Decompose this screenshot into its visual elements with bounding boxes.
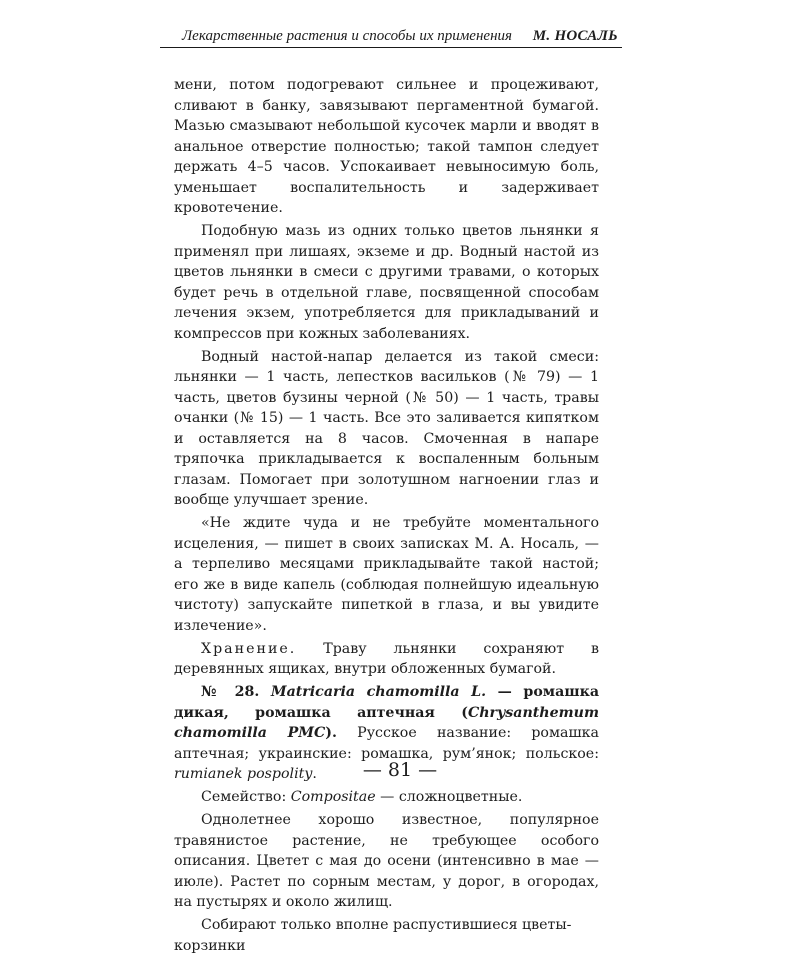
names-text: Русское название: ромашка аптечная; украинские: ромашка, рум’янок; польское: (174, 725, 599, 762)
paragraph-ointment: Подобную мазь из одних только цветов льнянки я применял при лишаях, экземе и др. Водный настой из цветов льнянки в смеси с другими травами, о которых будет речь в отдельной главе, посвященной способам лечения экзем, употребляется для прикладываний и компрессов при кожных заболеваниях. (174, 223, 599, 342)
paragraph-infusion: Водный настой-напар делается из такой смеси: льнянки — 1 часть, лепестков васильков (№ 79) — 1 часть, цветов бузины черной (№ 50) — 1 часть, травы очанки (№ 15) — 1 часть. Все это заливается кипятком и оставляется на 8 часов. Смоченная в напаре тряпочка прикладывается к воспаленным больным глазам. Помогает при золотушном нагноении глаз и вообще улучшает зрение. (174, 348, 599, 508)
latin-name: Matricaria chamomilla L. (270, 684, 487, 700)
paragraph-collection: Собирают только вполне распустившиеся цветы-корзинки (174, 917, 572, 954)
running-header-title: Лекарственные растения и способы их применения (182, 28, 512, 44)
common-name: — ромашка дикая, ромашка аптечная ( (174, 684, 600, 721)
paragraph-quote: «Не ждите чуда и не требуйте моментального исцеления, — пишет в своих записках М. А. Носаль, — а терпеливо месяцами прикладывайте такой настой; его же в виде капель (соблюдая полнейшую идеальную чистоту) запускайте пипеткой в глаза, и вы увидите излечение». (174, 515, 599, 634)
storage-text: Траву льнянки сохраняют в деревянных ящиках, внутри обложенных бумагой. (174, 640, 599, 677)
paragraph-storage (174, 639, 599, 680)
latin-synonym: Chrysanthemum chamomilla PMC (174, 704, 599, 741)
entry-number: № 28. (201, 684, 271, 700)
paragraph-description: Однолетнее хорошо известное, популярное травянистое растение, не требующее особого описания. Цветет с мая до осени (интенсивно в мае — июле). Растет по сорным местам, у дорог, в огородах, на пустырях и около жилищ. (174, 812, 599, 910)
names-end: . (312, 766, 317, 782)
family-latin: Compositae (290, 789, 376, 805)
family-label: Семейство: (201, 789, 291, 805)
running-header (160, 26, 621, 48)
heading-close: ). (325, 725, 337, 741)
running-header-author: М. НОСАЛЬ (532, 28, 618, 44)
page-number: — 81 — (362, 759, 438, 781)
family-text: — сложноцветные. (375, 789, 523, 805)
paragraph-family (174, 787, 599, 808)
header-rule (160, 47, 622, 48)
paragraph-continued: мени, потом подогревают сильнее и процеживают, сливают в банку, завязывают пергаментной бумагой. Мазью смазывают небольшой кусочек марли и вводят в анальное отверстие полностью; такой тампон следует держать 4–5 часов. Успокаивает невыносимую боль, уменьшает воспалительность и задерживает кровотечение. (174, 77, 599, 216)
body-text (174, 75, 599, 956)
storage-label: Хранение. (201, 640, 297, 657)
polish-name: rumianek pospolity (174, 766, 313, 782)
